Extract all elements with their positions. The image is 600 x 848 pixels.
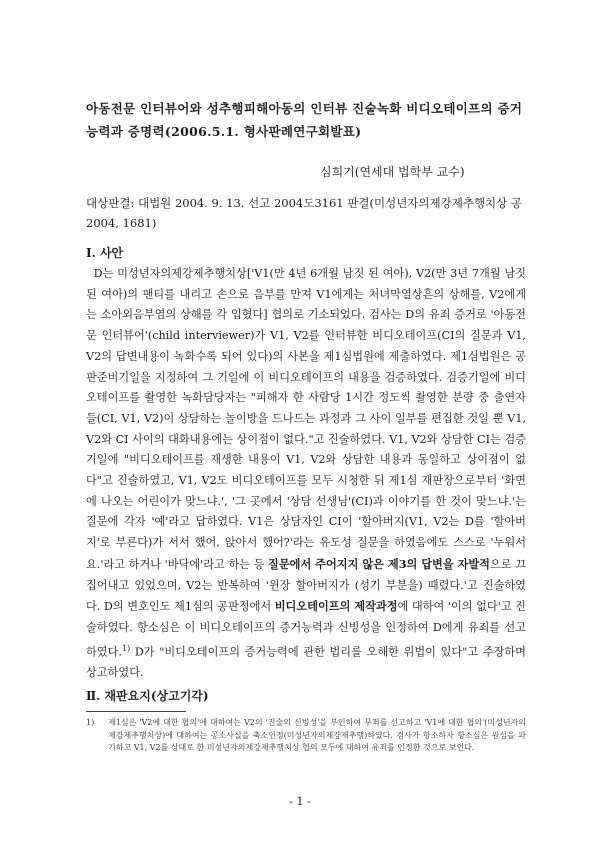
paper-title: 아동전문 인터뷰어와 성추행피해아동의 인터뷰 진술녹화 비디오테이프의 증거능력과 증명력(2006.5.1. 형사판례연구회발표) bbox=[86, 101, 523, 139]
emphasis-text: 질문에서 주어지지 않은 제3의 답변을 자발적 bbox=[268, 556, 490, 571]
para-text: D가 "비디오테이프의 증거능력에 관한 법리를 오해한 위법이 있다"고 주장하며 상고하였다. bbox=[86, 645, 526, 680]
page-number: - 1 - bbox=[289, 795, 311, 808]
footnote-number: 1) bbox=[86, 718, 95, 727]
section-heading-facts: Ⅰ. 사안 bbox=[86, 246, 124, 260]
paragraph bbox=[86, 264, 526, 684]
author-line: 심희기(연세대 법학부 교수) bbox=[320, 165, 465, 179]
section-heading-holding: Ⅱ. 재판요지(상고기각) bbox=[86, 689, 209, 703]
footnote-text: 제1심은 'V2에 대한 협의'에 대하여는 V2의 '진술의 신빙성'을 부인하여 무죄를 선고하고 'V1에 대한 협의'(미성년자의제강제추행치상)에 대하여는 공소사실을 축소인정(미성년자의제강제추행)하였다. 검사가 항소하자 항소심은 원심을 파기하고 V1, V2를 상대로 한 미성년자의제강제추행치상 협의 모두에 대하여 유죄를 인정한 것으로 보인다. bbox=[108, 718, 526, 752]
para-text: D는 미성년자의제강제추행치상['V1(만 4년 6개월 남짓 된 여아), V2(만 3년 7개월 남짓 된 여아)의 팬티를 내리고 손으로 음부를 만져 V1에게는 처녀막열상흔의 상해를, V2에게는 소아외음부염의 상해를 각 입혔다] 협의로 기소되었다. 검사는 D의 유죄 증거로 '아동전문 인터뷰어'(child interviewer)가 V1, V2를 인터뷰한 비디오테이프(CI의 질문과 V1, V2의 답변내용이 녹화수록 되어 있다)의 사본을 제1심법원에 제출하였다. 제1심법원은 공판준비기일을 지정하여 그 기일에 이 비디오테이프의 내용을 검증하였다. 검증기일에 비디오테이프를 촬영한 녹화담당자는 "피해자 한 사람당 1시간 정도씩 촬영한 분량 중 출연자들(CI, V1, V2)이 상담하는 놀이방을 드나드는 과정과 그 사이 일부를 편집한 것일 뿐 V1, V2와 CI 사이의 대화내용에는 상이점이 없다."고 진술하였다. V1, V2와 상담한 CI는 검증기일에 "비디오테이프를 재생한 내용이 V1, V2와 상담한 내용과 동일하고 상이점이 없다"고 진술하였고, V1, V2도 비디오테이프를 모두 시청한 뒤 제1심 재판장으로부터 '화면에 나오는 어린이가 맞느냐.', '그 곳에서 '상담 선생님'(CI)과 이야기를 한 것이 맞느냐.'는 질문에 각자 '예'라고 답하였다. V1은 상담자인 CI이 '할아버지(V1, V2는 D를 '할아버지'로 부른다)가 서서 했어, 앉아서 했어?'라는 유도성 질문을 하였음에도 스스로 '누워서요.'라고 하거나 '바닥에'라고 하는 등 bbox=[86, 267, 526, 571]
footnote-divider bbox=[86, 711, 186, 712]
emphasis-text: 비디오테이프의 제작과정 bbox=[274, 599, 398, 614]
footnote bbox=[86, 717, 526, 755]
target-case: 대상판결: 대법원 2004. 9. 13. 선고 2004도3161 판결(미성년자의제강제추행치상 공2004, 1681) bbox=[86, 196, 523, 230]
para-text: 에 대하여 '이의 없다'고 진술하였다. 항소심은 이 비디오테이프의 증거능력과 신빙성을 인정하여 D에게 유죄를 선고하였다. bbox=[86, 600, 526, 659]
footnote-ref[interactable]: 1) bbox=[121, 643, 131, 653]
para-text: 으로 끄집어내고 있었으며, V2는 반복하여 '윈장 할아버지가 (성기 부분을) 때렸다.'고 진술하였다. D의 변호인도 제1심의 공판정에서 bbox=[86, 557, 526, 614]
section-body-facts bbox=[86, 264, 526, 684]
